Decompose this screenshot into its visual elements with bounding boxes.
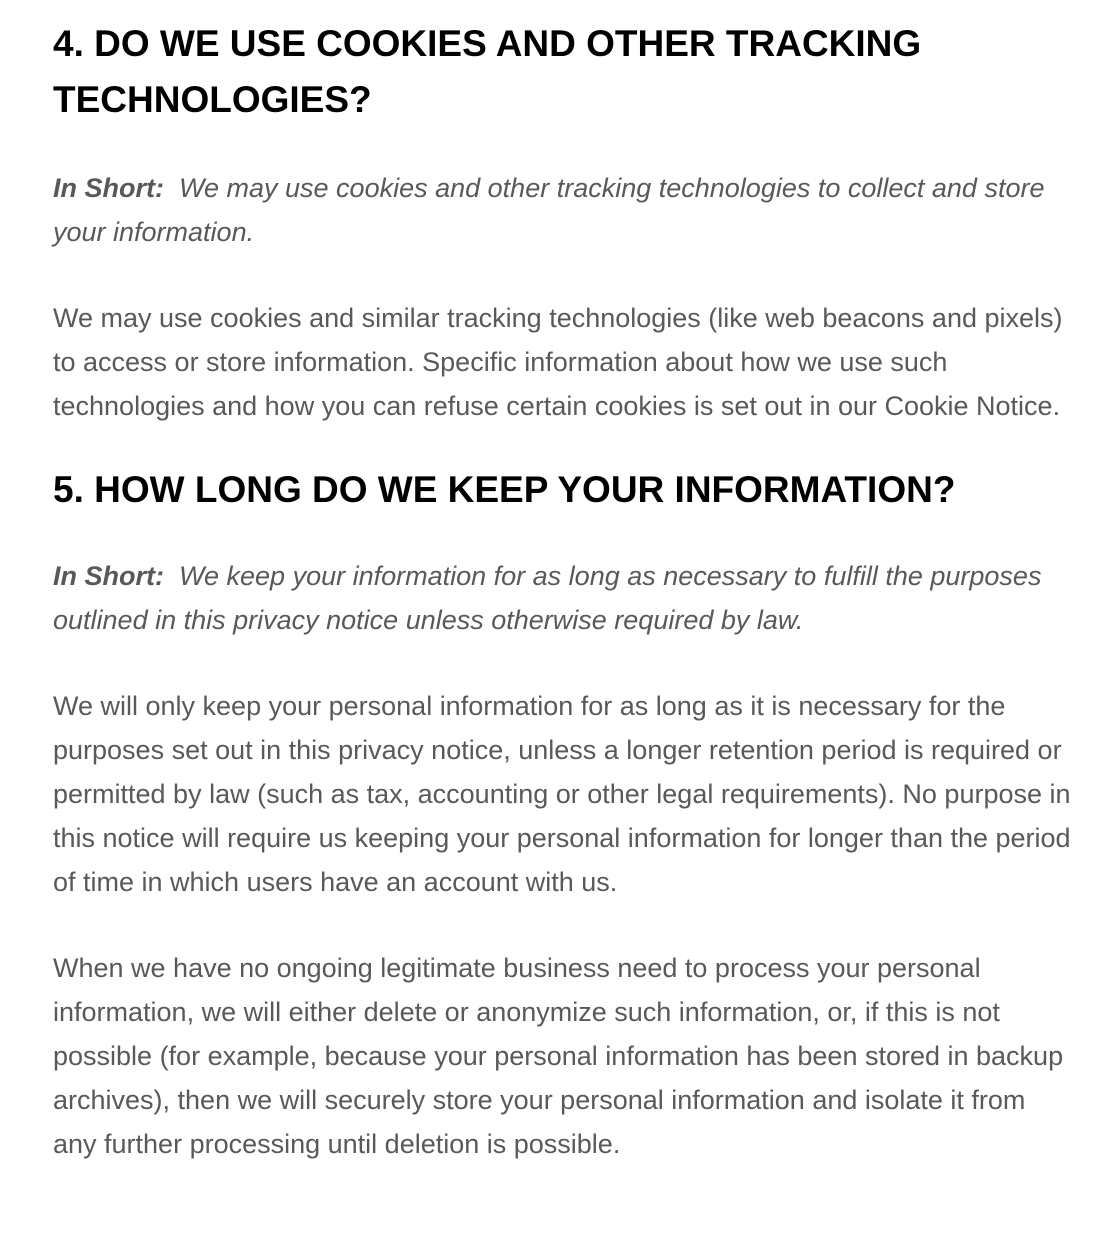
- section-heading-cookies: 4. DO WE USE COOKIES AND OTHER TRACKING TECHNOLOGIES?: [53, 23, 922, 120]
- body-paragraph: When we have no ongoing legitimate business need to process your personal information, we will either delete or anonymize such information, or, if this is not possible (for example, because your personal information has been stored in backup archives), then we will securely store your personal information and isolate it from any further processing until deletion is possible.: [53, 953, 1064, 1159]
- in-short-text: We may use cookies and other tracking technologies to collect and store your information.: [53, 173, 1045, 247]
- in-short-text: We keep your information for as long as necessary to fulfill the purposes outlined in this privacy notice unless otherwise required by law.: [53, 561, 1042, 635]
- in-short-summary: [53, 554, 1076, 642]
- in-short-summary: [53, 166, 1076, 254]
- in-short-label: In Short:: [53, 561, 164, 591]
- in-short-label: In Short:: [53, 173, 164, 203]
- body-paragraph: We will only keep your personal information for as long as it is necessary for the purposes set out in this privacy notice, unless a longer retention period is required or permitted by law (such as tax, accounting or other legal requirements). No purpose in this notice will require us keeping your personal information for longer than the period of time in which users have an account with us.: [53, 691, 1071, 897]
- section-retention: [53, 462, 1076, 1166]
- body-paragraph: We may use cookies and similar tracking technologies (like web beacons and pixels) to access or store information. Specific information about how we use such technologies and how you can refuse certain cookies is set out in our Cookie Notice.: [53, 303, 1063, 421]
- section-heading-retention: 5. HOW LONG DO WE KEEP YOUR INFORMATION?: [53, 469, 956, 510]
- section-cookies: [53, 16, 1076, 428]
